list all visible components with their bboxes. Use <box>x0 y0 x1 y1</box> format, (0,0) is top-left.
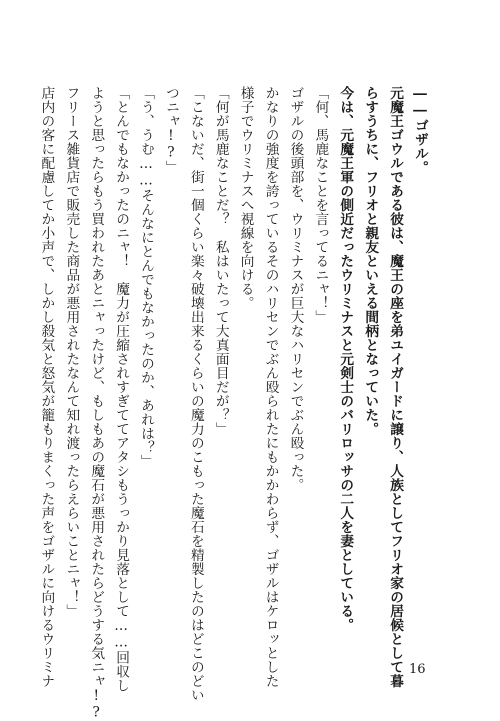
text-line: 「何が馬鹿なことだ？ 私はいたって大真面目だが？」 <box>212 86 229 436</box>
page-number: 16 <box>409 662 426 677</box>
text-line: つニャ!?」 <box>162 86 179 175</box>
text-line: 様子でウリミナスへ視線を向ける。 <box>237 86 254 310</box>
text-line: らすうちに、フリオと親友といえる間柄となっていた。 <box>362 86 379 436</box>
text-line: フリース雑貨店で販売した商品が悪用されたなんて知れ渡ったらえらいことニャ！」 <box>63 86 80 618</box>
text-line: かなりの強度を誇っているそのハリセンでぶん殴られたにもかかわらず、ゴザルはケロッとした <box>262 86 279 688</box>
text-line: 「とんでもなかったのニャ！ 魔力が圧縮されすぎててアタシもうっかり見落として……回収し <box>113 86 130 693</box>
text-line: ようと思ったらもう買われたあとニャったけど、もしもあの魔石が悪用されたらどうする気ニャ!? <box>88 86 105 721</box>
text-line: 店内の客に配慮してか小声で、しかし殺気と怒気が籠もりまくった声をゴザルに向けるウリミナ <box>38 86 55 688</box>
text-line: ゴザルの後頭部を、ウリミナスが巨大なハリセンでぶん殴った。 <box>287 86 304 492</box>
text-line: 今は、元魔王軍の側近だったウリミナスと元剣士のバリロッサの二人を妻としている。 <box>337 86 354 632</box>
text-line: 「う、うむ……そんなにとんでもなかったのか、あれは？」 <box>138 86 155 469</box>
text-line: ――ゴザル。 <box>412 86 428 175</box>
text-line: 「何、馬鹿なことを言ってるニャ！」 <box>312 86 329 324</box>
text-line: 「こないだ、街一個くらい楽々破壊出来るくらいの魔力のこもった魔石を精製したのはどこのどい <box>187 86 204 702</box>
text-line: 元魔王ゴウルである彼は、魔王の座を弟ユイガードに譲り、人族としてフリオ家の居候として暮 <box>387 86 404 688</box>
